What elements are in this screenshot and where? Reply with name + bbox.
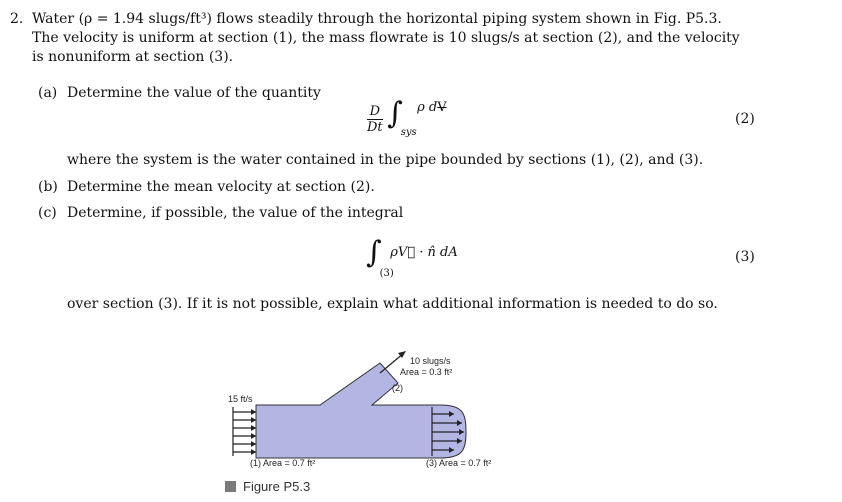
- integral-sign-c: ∫: [366, 235, 382, 270]
- section-1-label: (1) Area = 0.7 ft²: [250, 458, 316, 468]
- branch-flowrate-label: 10 slugs/s: [410, 356, 451, 366]
- problem-number: 2.: [10, 11, 24, 27]
- fraction-denominator: Dt: [367, 119, 383, 135]
- inlet-arrowhead-5: [251, 441, 256, 447]
- pipe-body: [256, 363, 466, 458]
- part-a-after-text: where the system is the water contained in the pipe bounded by sections (1), (2), and (3).: [67, 152, 704, 168]
- inlet-arrowhead-3: [251, 425, 256, 431]
- integrand-rho: ρ d: [417, 100, 438, 115]
- part-c-label: (c): [38, 205, 57, 221]
- integrand-flux: ρV⃗ · n̂ dA: [390, 245, 458, 260]
- section-3-label: (3) Area = 0.7 ft²: [426, 458, 492, 468]
- part-c-after-text: over section (3). If it is not possible, explain what additional information is needed to do so.: [67, 296, 718, 312]
- section-2-label: (2): [392, 383, 403, 393]
- inlet-arrowhead-6: [251, 449, 256, 455]
- part-c-points: (3): [735, 249, 755, 265]
- inlet-arrowhead-1: [251, 409, 256, 415]
- caption-marker-square: [225, 481, 236, 492]
- branch-area-label: Area = 0.3 ft²: [400, 367, 453, 377]
- integral-subscript-sys: sys: [400, 127, 417, 138]
- part-b-text: Determine the mean velocity at section (2).: [67, 179, 375, 195]
- part-a-text: Determine the value of the quantity: [67, 85, 321, 101]
- figure-caption: Figure P5.3: [243, 479, 311, 494]
- integral-sign: ∫: [387, 96, 403, 131]
- fraction-numerator: D: [367, 104, 383, 120]
- inlet-arrowhead-2: [251, 417, 256, 423]
- inlet-arrowheads: [251, 409, 256, 455]
- problem-line-2: The velocity is uniform at section (1), the mass flowrate is 10 slugs/s at section (2), and the velocity: [32, 30, 740, 46]
- part-a-points: (2): [735, 111, 755, 127]
- part-c-text: Determine, if possible, the value of the integral: [67, 205, 404, 221]
- volume-symbol: V: [437, 100, 447, 115]
- problem-line-3: is nonuniform at section (3).: [32, 49, 234, 65]
- part-a-label: (a): [38, 85, 58, 101]
- inlet-velocity-arrows: [233, 407, 256, 456]
- part-b-label: (b): [38, 179, 58, 195]
- integral-subscript-3: (3): [379, 268, 394, 279]
- inlet-arrowhead-4: [251, 433, 256, 439]
- inlet-velocity-label: 15 ft/s: [228, 394, 253, 404]
- problem-line-1: Water (ρ = 1.94 slugs/ft³) flows steadily through the horizontal piping system shown in Fig. P5.3.: [32, 11, 722, 27]
